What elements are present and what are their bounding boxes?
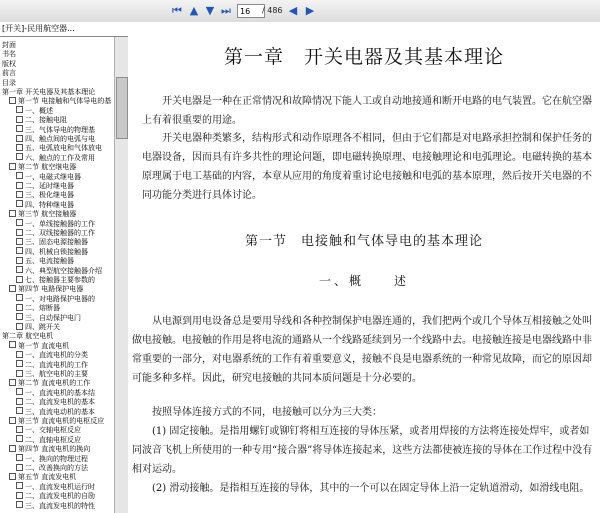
bookmark-label: 第五节 直流发电机 xyxy=(18,473,77,482)
bookmark-label: 三、直流电动机的基本 xyxy=(25,407,95,416)
bookmark-item[interactable] xyxy=(2,41,16,49)
bookmark-item[interactable] xyxy=(16,191,74,199)
body-paragraph-2: 按照导体连接方式的不同，电接触可以分为三大类： xyxy=(152,407,382,418)
bookmark-item[interactable] xyxy=(16,276,95,284)
bookmark-expand-icon[interactable] xyxy=(9,417,16,424)
bookmark-expand-icon[interactable] xyxy=(16,153,23,160)
bookmark-expand-icon[interactable] xyxy=(9,341,16,348)
bookmark-expand-icon[interactable] xyxy=(16,454,23,461)
bookmark-expand-icon[interactable] xyxy=(16,323,23,330)
bookmark-expand-icon[interactable] xyxy=(16,492,23,499)
go-back-icon[interactable]: ◀ xyxy=(288,4,298,17)
bookmark-label: 目录 xyxy=(2,78,16,87)
bookmark-label: 二、延时继电器 xyxy=(25,182,74,190)
chapter-title: 第一章 开关电器及其基本理论 xyxy=(223,46,504,68)
bookmark-item[interactable] xyxy=(16,398,95,406)
page-number-input[interactable] xyxy=(237,4,265,18)
bookmark-expand-icon[interactable] xyxy=(16,482,23,489)
bookmark-label: 七、接触器主要参数的 xyxy=(25,276,95,284)
bookmark-item[interactable] xyxy=(2,60,16,68)
bookmark-item[interactable] xyxy=(16,201,74,209)
intro-paragraph-1: 开关电器是一种在正常情况和故障情况下能人工或自动地接通和断开电路的电气装置。它在航空器上有着很重要的用途。 xyxy=(142,96,592,126)
bookmark-expand-icon[interactable] xyxy=(16,388,23,395)
bookmark-item[interactable] xyxy=(16,173,81,181)
bookmark-expand-icon[interactable] xyxy=(16,294,23,301)
bookmark-label: 第二节 航空继电器 xyxy=(18,163,77,172)
bookmark-label: 一、直流发电机运行时 xyxy=(25,482,95,491)
bookmark-item[interactable] xyxy=(9,285,83,293)
bookmark-item[interactable] xyxy=(16,323,60,331)
bookmark-expand-icon[interactable] xyxy=(16,304,23,311)
sidebar-scrollbar[interactable] xyxy=(114,37,129,513)
bookmark-label: 三、极化继电器 xyxy=(25,191,74,200)
bookmark-label: 第二节 直流电机的工作 xyxy=(18,379,91,388)
bookmark-label: 第二章 航空电机 xyxy=(2,332,54,341)
bookmark-item[interactable] xyxy=(16,248,88,256)
bookmark-expand-icon[interactable] xyxy=(16,191,23,198)
bookmark-expand-icon[interactable] xyxy=(16,464,23,471)
first-page-icon[interactable]: ⏮ xyxy=(172,4,182,17)
bookmark-label: 版权 xyxy=(2,59,16,68)
bookmark-label: 一、换向的物理过程 xyxy=(25,454,88,463)
bookmark-item[interactable] xyxy=(16,154,95,162)
bookmark-item[interactable] xyxy=(16,220,95,228)
body-paragraph-1: 从电源到用电设备总是要用导线和各种控制保护电器连通的，我们把两个或几个导体互相接触之处叫做电接触。电接触的作用是将电流的通路从一个线路延续到另一个线路中去。电接触连接是电器线路中非常重要的一部分，对电器系统的工作有着重要意义，接触不良是电器系统的一种常见故障，而它的原因却可能多种多样。因此，研究电接触的共同本质问题是十分必要的。 xyxy=(132,316,592,384)
bookmark-expand-icon[interactable] xyxy=(9,210,16,217)
bookmark-expand-icon[interactable] xyxy=(16,398,23,405)
bookmark-label: 一、交轴电枢反应 xyxy=(25,426,81,435)
bookmark-expand-icon[interactable] xyxy=(16,276,23,283)
bookmark-panel xyxy=(0,37,114,513)
bookmark-expand-icon[interactable] xyxy=(16,200,23,207)
bookmark-expand-icon[interactable] xyxy=(9,473,16,480)
bookmark-item[interactable] xyxy=(16,257,74,265)
bookmark-item[interactable] xyxy=(16,492,95,500)
bookmark-expand-icon[interactable] xyxy=(9,97,16,104)
bookmark-expand-icon[interactable] xyxy=(16,219,23,226)
bookmark-item[interactable] xyxy=(16,238,88,246)
navigation-toolbar xyxy=(0,0,600,23)
bookmark-label: 一、单线接触器的工作 xyxy=(25,219,95,228)
bookmark-item[interactable] xyxy=(16,370,88,378)
bookmark-expand-icon[interactable] xyxy=(16,257,23,264)
bookmark-item[interactable] xyxy=(16,502,95,510)
bookmark-label: 三、航空电机的主要 xyxy=(25,370,88,378)
bookmark-expand-icon[interactable] xyxy=(9,379,16,386)
bookmark-label: 六、触点的工作及常用 xyxy=(25,153,95,162)
bookmark-label: 五、电弧放电和气体放电 xyxy=(25,144,102,153)
bookmark-item[interactable] xyxy=(2,88,95,96)
bookmark-item[interactable] xyxy=(9,473,76,481)
bookmark-item[interactable] xyxy=(16,126,95,134)
bookmark-expand-icon[interactable] xyxy=(16,135,23,142)
bookmark-expand-icon[interactable] xyxy=(9,445,16,452)
bookmark-item[interactable] xyxy=(16,426,81,434)
bookmark-expand-icon[interactable] xyxy=(16,426,23,433)
next-page-icon[interactable]: ▼ xyxy=(205,4,215,17)
bookmark-item[interactable] xyxy=(16,144,102,152)
bookmark-label: 二、双线接触器的工作 xyxy=(25,229,95,237)
bookmark-label: 第四节 电路保护电器 xyxy=(18,285,84,294)
subsection-title: 一、概 述 xyxy=(318,274,409,288)
bookmark-label: 四、特种继电器 xyxy=(25,200,74,209)
bookmark-label: 封面 xyxy=(2,41,16,49)
bookmark-expand-icon[interactable] xyxy=(16,435,23,442)
bookmark-item[interactable] xyxy=(16,304,60,312)
bookmark-item[interactable] xyxy=(9,97,111,105)
bookmark-label: 二、直流电机的工作 xyxy=(25,360,88,369)
bookmark-label: 书名 xyxy=(2,50,16,59)
document-page xyxy=(128,22,600,513)
bookmark-label: 二、直流发电机的自励 xyxy=(25,492,95,501)
bookmark-item[interactable] xyxy=(9,445,90,453)
bookmark-item[interactable] xyxy=(9,379,90,387)
bookmark-label: 五、电流接触器 xyxy=(25,257,74,266)
bookmark-label: 四、机械自锁接触器 xyxy=(25,247,88,256)
document-tab[interactable]: [开关]-民用航空器... xyxy=(0,22,129,37)
bookmark-expand-icon[interactable] xyxy=(9,163,16,170)
sidebar-scroll-thumb[interactable] xyxy=(116,77,128,139)
bookmark-label: 三、直流发电机的特性 xyxy=(25,501,95,510)
body-paragraph-3: (1) 固定接触。是指用螺钉或铆钉将相互连接的导体压紧，或者用焊接的方法将连接处焊牢，或者如同波音飞机上所使用的一种专用“接合器”将导体连接起来，这些方法都使被连接的导体在工作过程中没有相对运动。 xyxy=(132,426,593,475)
body-paragraph-4: (2) 滑动接触。是指相互连接的导体，其中的一个可以在固定导体上沿一定轨道滑动，如滑线电阻。 xyxy=(152,483,590,494)
bookmark-label: 二、改善换向的方法 xyxy=(25,464,88,472)
bookmark-item[interactable] xyxy=(16,107,53,115)
intro-paragraph-2: 开关电器种类繁多，结构形式和动作原理各不相同，但由于它们都是对电路承担控制和保护任务的电器设备，因而具有许多共性的理论问题，即电磁转换原理、电接触理论和电弧理论。电磁转换的基本原理属于电工基础的内容，本章从应用的角度着重讨论电接触和电弧的基本原理，然后按开关电器的不同功能分类进行具体讨论。 xyxy=(142,133,592,201)
bookmark-label: 二、熔断器 xyxy=(25,304,60,313)
bookmark-label: 一、概述 xyxy=(25,106,53,115)
bookmark-label: 第四节 直流电机的换向 xyxy=(18,445,91,454)
bookmark-item[interactable] xyxy=(16,295,95,303)
bookmark-item[interactable] xyxy=(9,163,76,171)
bookmark-item[interactable] xyxy=(16,314,81,322)
bookmark-label: 三、固态电源接触器 xyxy=(25,238,88,247)
bookmark-label: 第三节 航空接触器 xyxy=(18,210,77,219)
bookmark-label: 四、跳开关 xyxy=(25,323,60,331)
bookmark-expand-icon[interactable] xyxy=(9,285,16,292)
bookmark-expand-icon[interactable] xyxy=(16,172,23,179)
bookmark-label: 三、自动保护电门 xyxy=(25,313,81,322)
bookmark-expand-icon[interactable] xyxy=(16,238,23,245)
bookmark-label: 六、典型航空接触器介绍 xyxy=(25,266,102,275)
bookmark-label: 三、气体导电的物理基 xyxy=(25,125,95,134)
bookmark-expand-icon[interactable] xyxy=(16,247,23,254)
bookmark-expand-icon[interactable] xyxy=(16,407,23,414)
page-total-label: / 486 xyxy=(262,6,283,15)
bookmark-expand-icon[interactable] xyxy=(16,229,23,236)
bookmark-label: 前言 xyxy=(2,69,16,78)
bookmark-expand-icon[interactable] xyxy=(16,116,23,123)
bookmark-item[interactable] xyxy=(2,332,53,340)
bookmark-item[interactable] xyxy=(16,436,81,444)
bookmark-label: 一、电磁式继电器 xyxy=(25,172,81,181)
bookmark-expand-icon[interactable] xyxy=(16,360,23,367)
bookmark-label: 第一章 开关电器及其基本理论 xyxy=(2,88,96,96)
bookmark-item[interactable] xyxy=(9,417,104,425)
bookmark-item[interactable] xyxy=(16,483,95,491)
previous-page-icon[interactable]: ▲ xyxy=(189,4,199,17)
bookmark-item[interactable] xyxy=(2,69,16,77)
bookmark-item[interactable] xyxy=(16,351,88,359)
bookmark-item[interactable] xyxy=(16,182,74,190)
bookmark-expand-icon[interactable] xyxy=(16,125,23,132)
bookmark-item[interactable] xyxy=(9,210,76,218)
bookmark-item[interactable] xyxy=(16,135,95,143)
bookmark-item[interactable] xyxy=(9,342,69,350)
bookmark-label: 一、直流电机的分类 xyxy=(25,351,88,360)
bookmark-item[interactable] xyxy=(16,389,95,397)
bookmark-item[interactable] xyxy=(16,361,88,369)
bookmark-item[interactable] xyxy=(16,229,95,237)
bookmark-label: 一、直流电机的基本结 xyxy=(25,388,95,397)
bookmark-expand-icon[interactable] xyxy=(16,313,23,320)
bookmark-expand-icon[interactable] xyxy=(16,182,23,189)
bookmark-label: 二、直流发电机的基本 xyxy=(25,398,95,407)
bookmark-item[interactable] xyxy=(16,116,67,124)
bookmark-item[interactable] xyxy=(16,464,88,472)
last-page-icon[interactable]: ⏭ xyxy=(221,4,231,17)
bookmark-expand-icon[interactable] xyxy=(16,144,23,151)
bookmark-label: 一、对电路保护电器的 xyxy=(25,294,95,303)
bookmark-item[interactable] xyxy=(16,267,102,275)
section-title: 第一节 电接触和气体导电的基本理论 xyxy=(244,234,483,249)
bookmark-label: 第一节 电接触和气体导电的基 xyxy=(18,97,112,106)
go-forward-icon[interactable]: ▶ xyxy=(305,4,315,17)
bookmark-item[interactable] xyxy=(16,455,88,463)
bookmark-label: 四、触点间的电弧与电 xyxy=(25,135,95,143)
bookmark-expand-icon[interactable] xyxy=(16,106,23,113)
bookmark-item[interactable] xyxy=(16,408,95,416)
bookmark-label: 二、直轴电枢反应 xyxy=(25,435,81,444)
bookmark-item[interactable] xyxy=(2,50,16,58)
bookmark-expand-icon[interactable] xyxy=(16,370,23,377)
bookmark-expand-icon[interactable] xyxy=(16,501,23,508)
bookmark-label: 第一节 直流电机 xyxy=(18,341,70,350)
bookmark-item[interactable] xyxy=(2,79,16,87)
bookmark-expand-icon[interactable] xyxy=(16,266,23,273)
bookmark-label: 第三节 直流电机的电枢反应 xyxy=(18,417,105,425)
bookmark-label: 二、接触电阻 xyxy=(25,116,67,125)
bookmark-expand-icon[interactable] xyxy=(16,351,23,358)
